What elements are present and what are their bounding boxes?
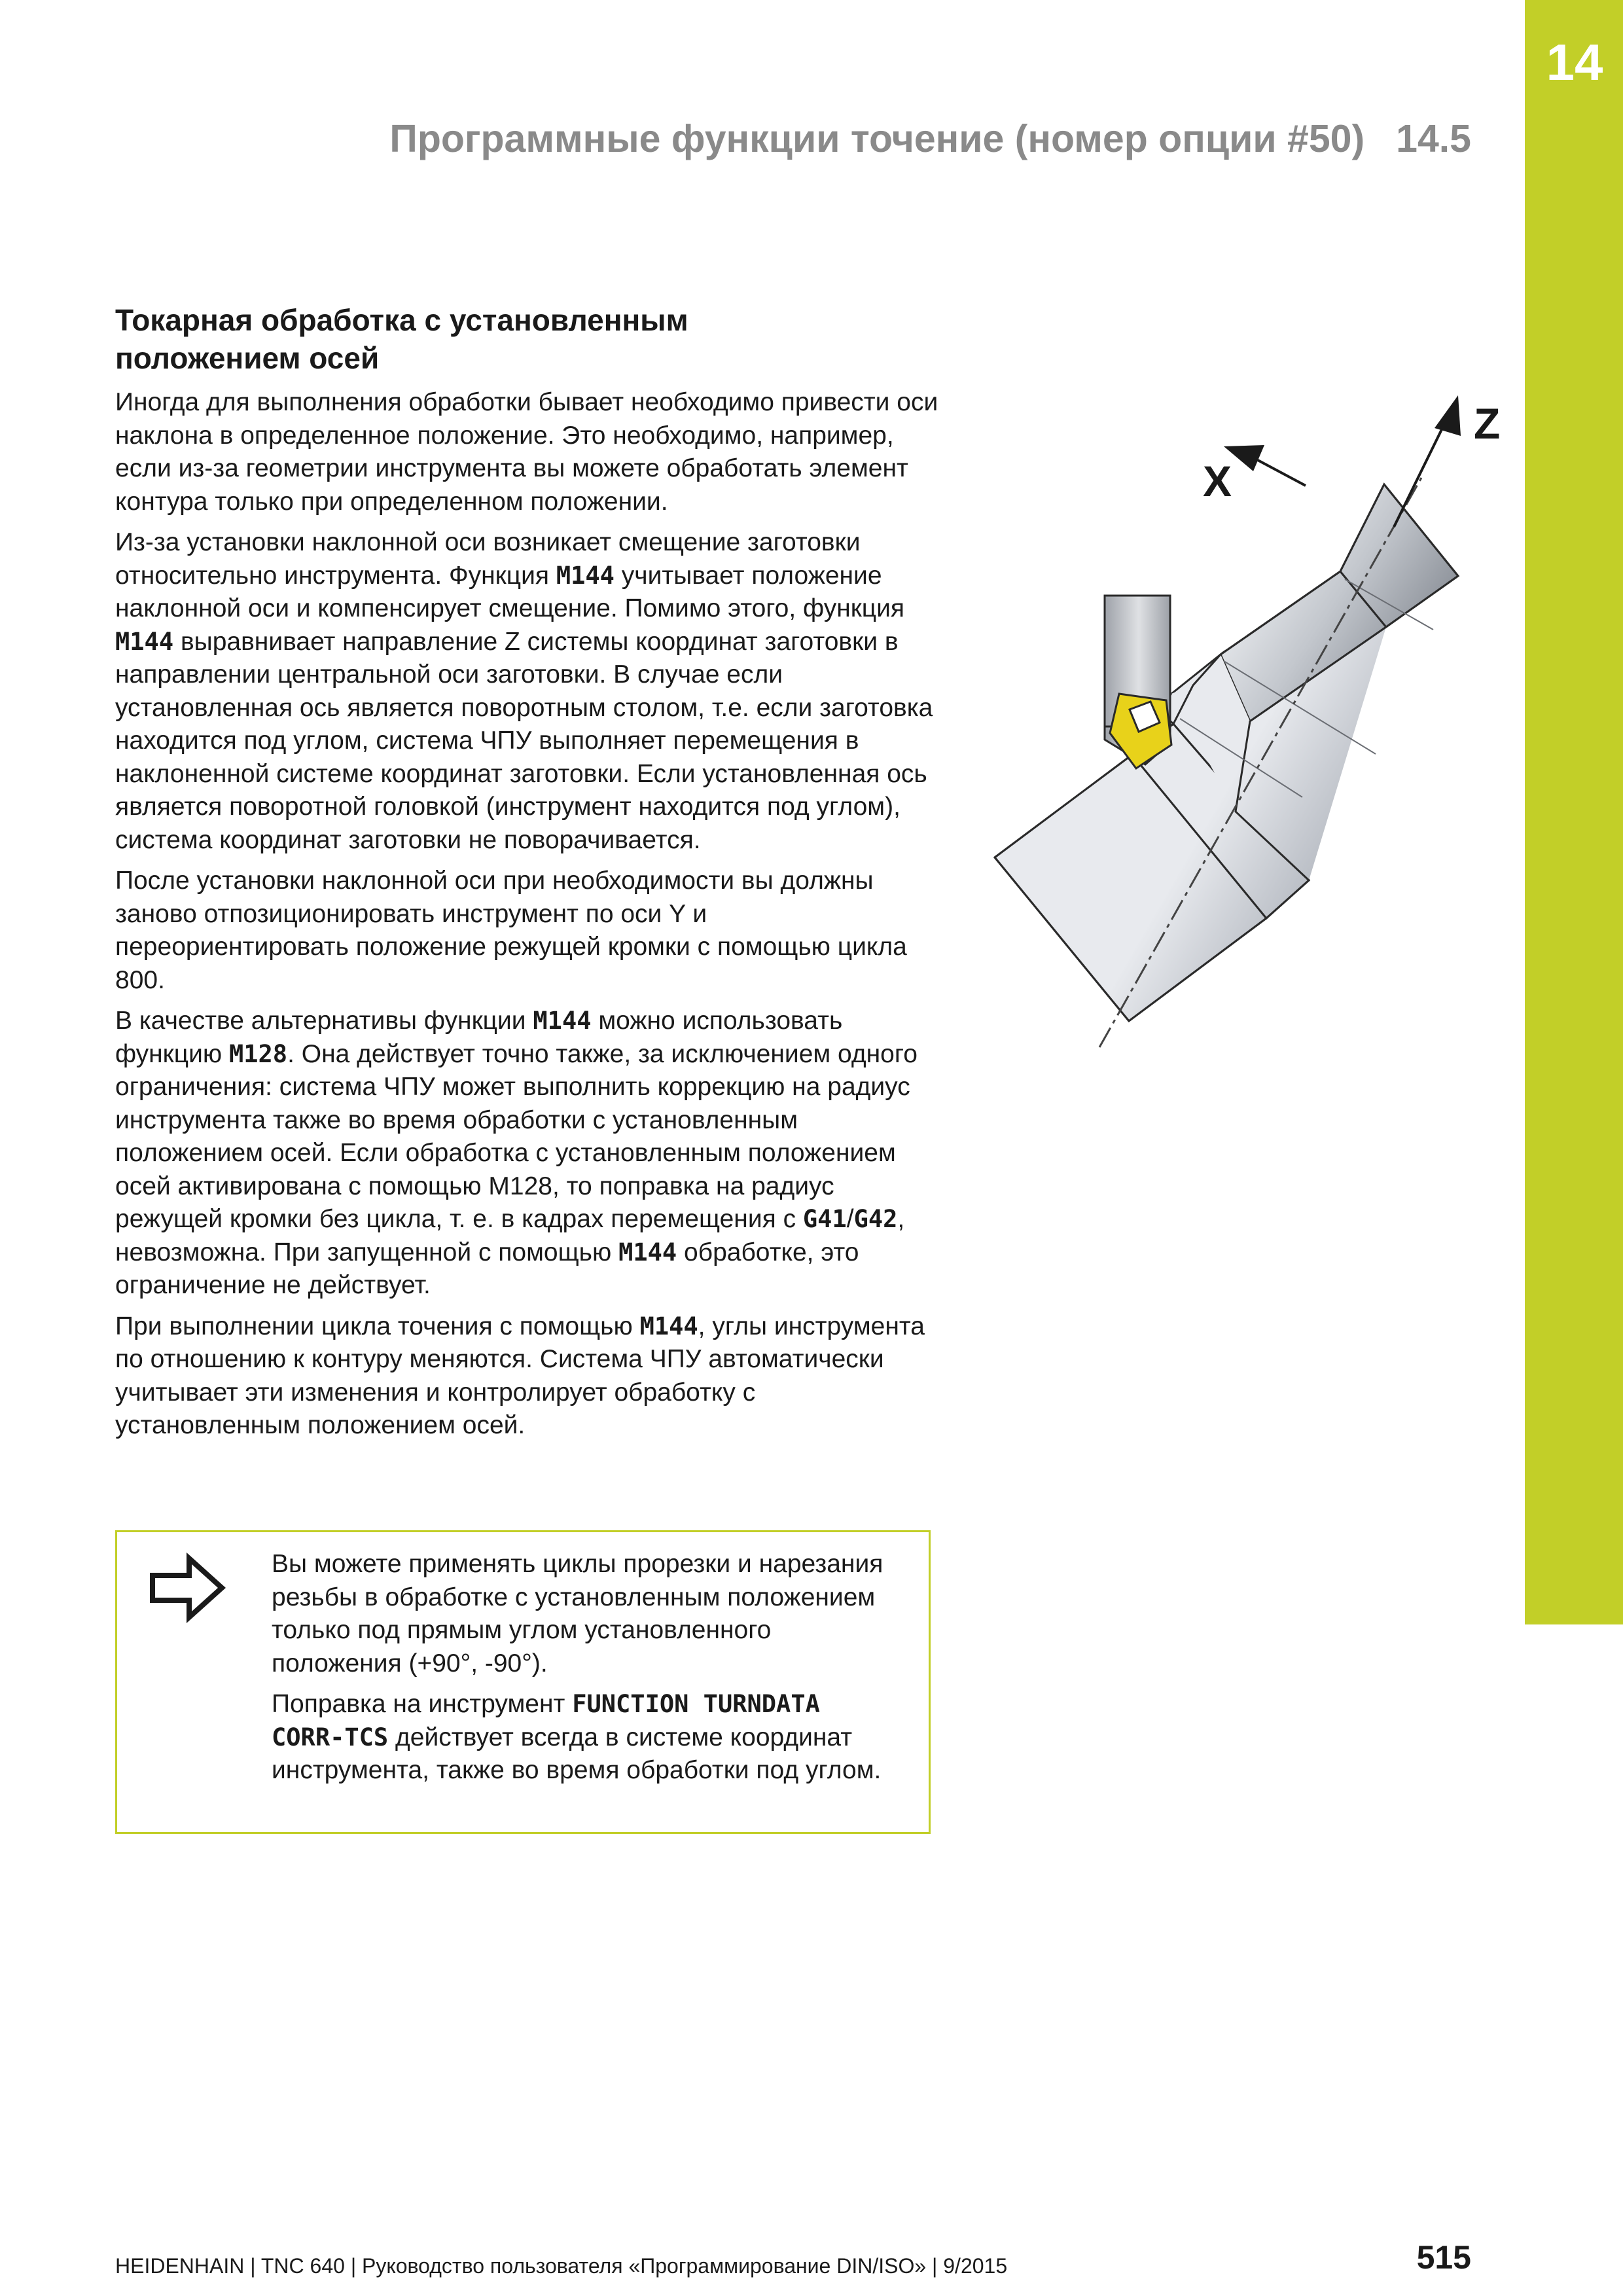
code-g41: G41 <box>802 1205 847 1233</box>
heading-line-2: положением осей <box>115 341 380 375</box>
section-heading <box>115 301 940 377</box>
workpiece <box>995 478 1458 1047</box>
header-title: Программные функции точение (номер опции #50) <box>389 117 1365 160</box>
text-run: / <box>846 1205 854 1233</box>
paragraph-1: Иногда для выполнения обработки бывает необходимо привести оси наклона в определенное положение. Это необходимо, например, если из-за геометрии инструмента вы можете обработать элемент контура только при определенном положении. <box>115 388 938 516</box>
code-m144: M144 <box>556 561 615 590</box>
note-paragraph-2 <box>272 1688 900 1787</box>
code-m128: M128 <box>228 1039 288 1068</box>
paragraph-4 <box>115 1005 940 1302</box>
right-arrow-icon <box>149 1552 227 1624</box>
text-run: , невозможна. При запущенной с помощью <box>115 1205 905 1266</box>
text-run: Поправка на инструмент <box>272 1690 573 1718</box>
tilted-turning-illustration <box>982 386 1518 1080</box>
text-run: При выполнении цикла точения с помощью <box>115 1312 640 1340</box>
turning-tool <box>1105 596 1171 768</box>
x-axis-label: X <box>1203 457 1232 505</box>
code-m144: M144 <box>115 627 174 656</box>
code-function-turndata: FUNCTION TURNDATA CORR-TCS <box>272 1690 820 1751</box>
text-run: . Она действует точно также, за исключением одного ограничения: система ЧПУ может выполнить коррекцию на радиус инструмента также во время обработки с установленным положением осей. Если обработка с установленным положением осей активирована с помощью M128, то поправка на радиус режущей кромки без цикла, т. е. в кадрах перемещения с <box>115 1039 918 1233</box>
running-header <box>389 117 1471 161</box>
chapter-number: 14 <box>1546 33 1603 91</box>
note-text <box>272 1548 900 1795</box>
heading-line-1: Токарная обработка с установленным <box>115 303 688 337</box>
code-m144: M144 <box>639 1312 698 1340</box>
note-box <box>115 1530 931 1834</box>
text-run: выравнивает направление Z системы координат заготовки в направлении центральной оси заготовки. В случае если установленная ось является поворотным столом, т.е. если заготовка находится под углом, система ЧПУ выполняет перемещения в наклоненной системе координат заготовки. Если установленная ось является поворотной головкой (инструмент находится под углом), система координат заготовки не поворачивается. <box>115 627 933 854</box>
note-paragraph-1: Вы можете применять циклы прорезки и нарезания резьбы в обработке с установленным положением только под прямым углом установленного положения (+90°, -90°). <box>272 1550 883 1677</box>
text-run: учитывает положение наклонной оси и компенсирует смещение. Помимо этого, функция <box>115 561 905 622</box>
paragraph-5 <box>115 1310 940 1443</box>
text-run: действует всегда в системе координат инструмента, также во время обработки под углом. <box>272 1723 882 1784</box>
z-axis-label: Z <box>1474 399 1501 448</box>
text-run: , углы инструмента по отношению к контуру меняются. Система ЧПУ автоматически учитывает эти изменения и контролирует обработку с установленным положением осей. <box>115 1312 925 1439</box>
text-run: обработке, это ограничение не действует. <box>115 1238 859 1299</box>
main-content <box>115 301 940 1450</box>
chapter-tab <box>1525 0 1623 1624</box>
axis-arrows <box>1203 395 1500 527</box>
paragraph-2 <box>115 526 940 857</box>
page-number: 515 <box>1416 2239 1471 2276</box>
text-run: В качестве альтернативы функции <box>115 1007 533 1035</box>
footer: HEIDENHAIN | TNC 640 | Руководство пользователя «Программирование DIN/ISO» | 9/2015 <box>115 2254 1008 2278</box>
header-section: 14.5 <box>1396 117 1471 160</box>
text-run: можно использовать функцию <box>115 1007 843 1068</box>
paragraph-3: После установки наклонной оси при необходимости вы должны заново отпозиционировать инструмент по оси Y и переориентировать положение режущей кромки с помощью цикла 800. <box>115 867 907 994</box>
code-g42: G42 <box>853 1205 898 1233</box>
code-m144: M144 <box>533 1007 592 1035</box>
text-run: Из-за установки наклонной оси возникает смещение заготовки относительно инструмента. Функция <box>115 528 861 590</box>
code-m144: M144 <box>618 1238 677 1266</box>
